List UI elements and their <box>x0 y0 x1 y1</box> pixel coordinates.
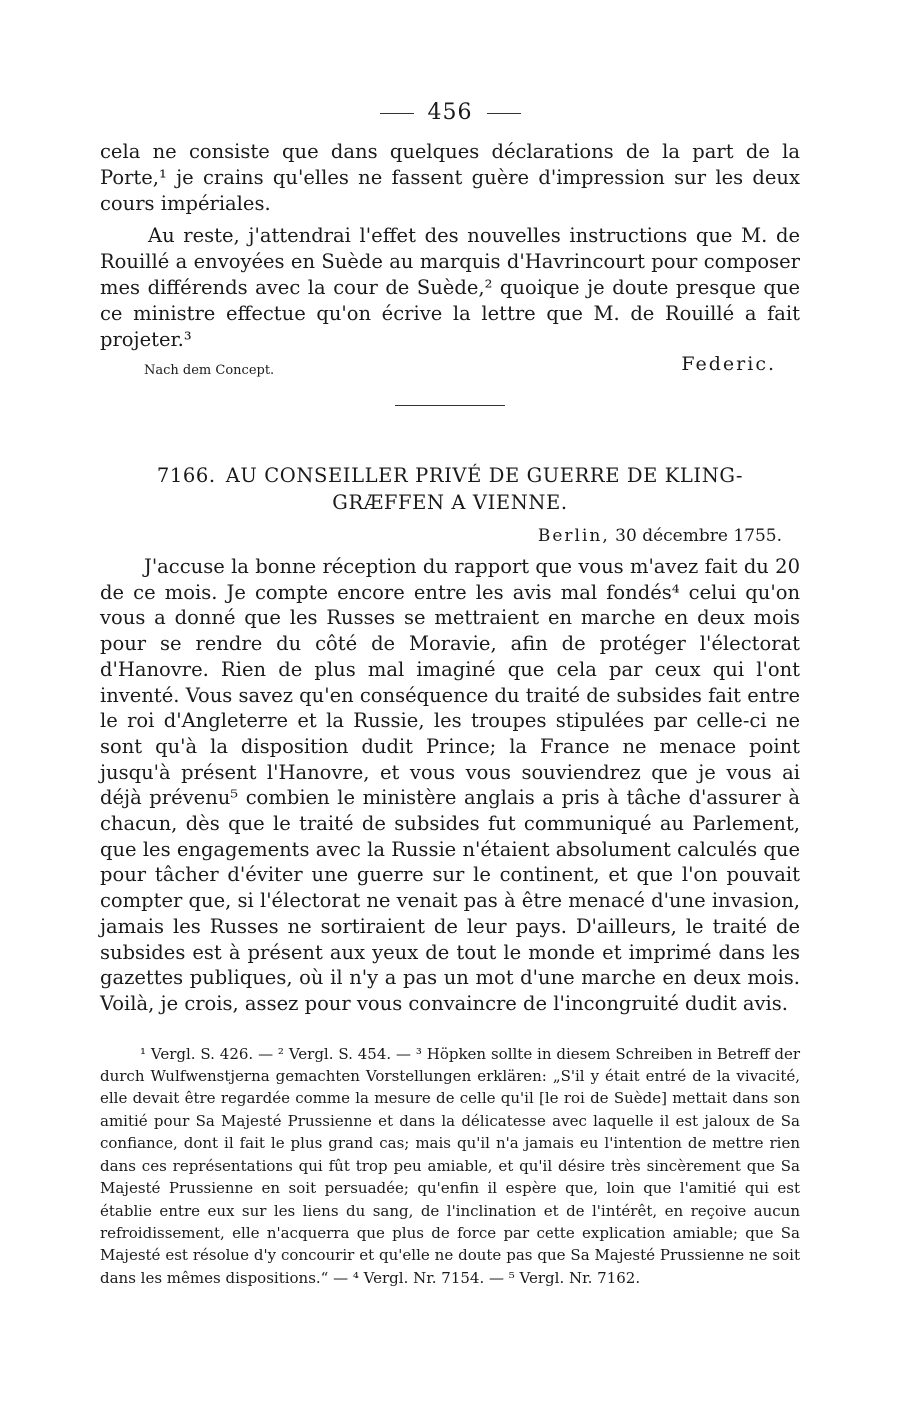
signature-row <box>100 353 800 395</box>
dateline-date: 30 décembre 1755. <box>615 526 782 546</box>
page-number: 456 <box>427 100 473 125</box>
source-note: Nach dem Concept. <box>144 363 275 378</box>
letter-heading <box>100 462 800 516</box>
header-dash-left <box>380 113 414 114</box>
page-header <box>100 100 800 125</box>
dateline-place: Berlin, <box>537 526 610 546</box>
section-divider <box>395 405 505 406</box>
book-page <box>100 100 800 1289</box>
footnotes: ¹ Vergl. S. 426. — ² Vergl. S. 454. — ³ Höpken sollte in diesem Schreiben in Betreff der durch Wulfwenstjerna gemachten Vorstellungen erklären: „S'il y était entré de la vivacité, elle devait être regardée comme la mesure de celle qu'il [le roi de Suède] mettait dans son amitié pour Sa Majesté Prussienne et dans la délicatesse avec laquelle il est jaloux de Sa confiance, dont il fait le plus grand cas; mais qu'il n'a jamais eu l'intention de mettre rien dans ces représentations qui fût trop peu amiable, et qu'il désire très sincèrement que Sa Majesté Prussienne en soit persuadée; qu'enfin il espère que, loin que l'amitié qui est établie entre eux sur les liens du sang, de l'inclination et de l'intérêt, en reçoive aucun refroidissement, elle n'acquerra que plus de force par cette explication amiable; que Sa Majesté est résolue d'y concourir et qu'elle ne doute pas que Sa Majesté Prussienne ne soit dans les mêmes dispositions.“ — ⁴ Vergl. Nr. 7154. — ⁵ Vergl. Nr. 7162. <box>100 1044 800 1287</box>
dateline <box>100 526 782 546</box>
letter-number: 7166. <box>156 464 216 487</box>
letter-title: AU CONSEILLER PRIVÉ DE GUERRE DE KLING-GRÆFFEN A VIENNE. <box>225 464 744 514</box>
continuation-paragraph-2: Au reste, j'attendrai l'effet des nouvelles instructions que M. de Rouillé a envoyées en Suède au marquis d'Havrincourt pour composer mes différends avec la cour de Suède,² quoique je doute presque que ce ministre effectue qu'on écrive la lettre que M. de Rouillé a fait projeter.³ <box>100 224 800 351</box>
signature: Federic. <box>681 353 776 375</box>
header-dash-right <box>487 113 521 114</box>
continuation-paragraph-1: cela ne consiste que dans quelques déclarations de la part de la Porte,¹ je crains qu'elles ne fassent guère d'impression sur les deux cours impériales. <box>100 140 800 215</box>
letter-body: J'accuse la bonne réception du rapport que vous m'avez fait du 20 de ce mois. Je compte encore entre les avis mal fondés⁴ celui qu'on vous a donné que les Russes se mettraient en marche en deux mois pour se rendre du côté de Moravie, afin de protéger l'électorat d'Hanovre. Rien de plus mal imaginé que cela par ceux qui l'ont inventé. Vous savez qu'en conséquence du traité de subsides fait entre le roi d'Angleterre et la Russie, les troupes stipulées par celle-ci ne sont qu'à la disposition dudit Prince; la France ne menace point jusqu'à présent l'Hanovre, et vous vous souviendrez que je vous ai déjà prévenu⁵ combien le ministère anglais a pris à tâche d'assurer à chacun, dès que le traité de subsides fut communiqué au Parlement, que les engagements avec la Russie n'étaient absolument calculés que pour tâcher d'éviter une guerre sur le continent, et que l'on pouvait compter que, si l'électorat ne venait pas à être menacé d'une invasion, jamais les Russes ne sortiraient de leur pays. D'ailleurs, le traité de subsides est à présent aux yeux de tout le monde et imprimé dans les gazettes publiques, où il n'y a pas un mot d'une marche en deux mois. Voilà, je crois, assez pour vous convaincre de l'incongruité dudit avis. <box>100 555 800 1015</box>
